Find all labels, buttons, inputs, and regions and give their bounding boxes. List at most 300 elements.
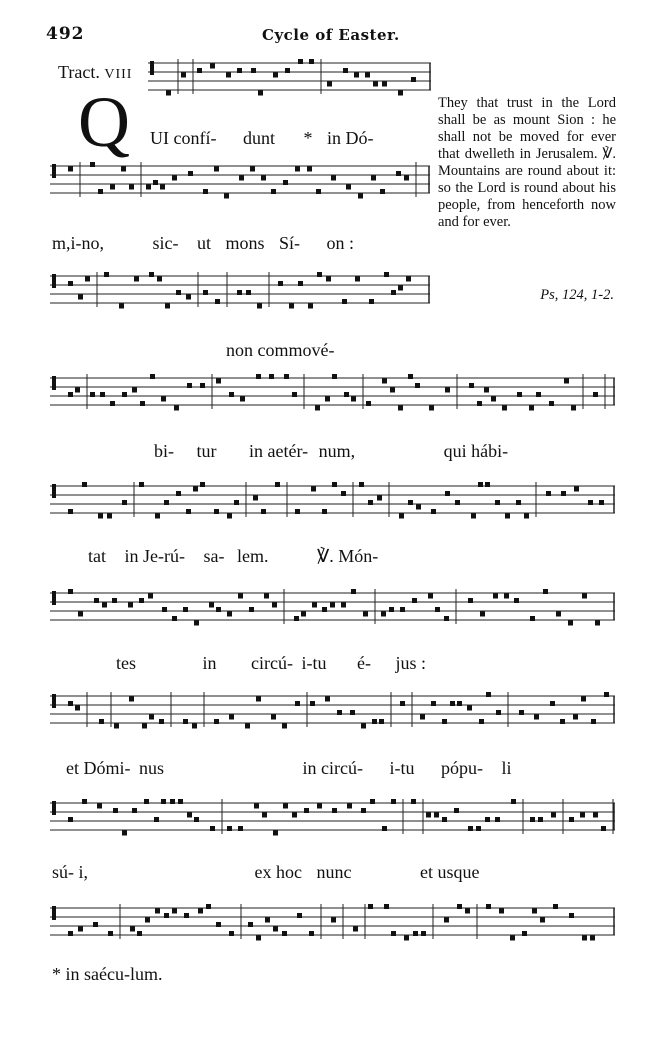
neume	[337, 710, 342, 715]
lyric-line-4	[154, 441, 508, 462]
neume	[178, 799, 183, 804]
neume	[261, 509, 266, 514]
staff-8	[50, 795, 615, 843]
neume	[434, 813, 439, 818]
neume	[292, 813, 297, 818]
neume	[68, 281, 73, 286]
neume	[68, 167, 73, 172]
neume	[365, 73, 370, 78]
neume	[194, 621, 199, 626]
neume	[285, 68, 290, 73]
neume	[107, 514, 112, 519]
neume	[568, 621, 573, 626]
neume	[149, 715, 154, 720]
english-translation: They that trust in the Lord shall be as mount Sion : he shall not be moved for ever that dwelleth in Jerusalem. ℣. Mountains are round about it: so the Lord is round about his people, from henceforth now and for ever.	[438, 95, 616, 230]
syllable: nunc	[316, 862, 352, 882]
neume	[75, 706, 80, 711]
neume	[240, 397, 245, 402]
neume	[322, 607, 327, 612]
neume	[325, 697, 330, 702]
neume	[68, 392, 73, 397]
neume	[450, 701, 455, 706]
lyric-line-8	[52, 862, 479, 883]
neume	[444, 616, 449, 621]
syllable: num,	[318, 441, 356, 461]
neume	[181, 73, 186, 78]
neume	[238, 594, 243, 599]
neume	[68, 817, 73, 822]
syllable: i,	[78, 862, 89, 882]
neume	[530, 817, 535, 822]
staff-2	[50, 158, 430, 206]
neume	[442, 817, 447, 822]
clef	[52, 376, 56, 390]
neume	[165, 304, 170, 309]
neume	[457, 701, 462, 706]
neume	[188, 171, 193, 176]
staff-1	[148, 55, 431, 103]
neume	[186, 295, 191, 300]
neume	[284, 374, 289, 379]
neume	[574, 487, 579, 492]
staff-6	[50, 585, 615, 633]
clef	[52, 591, 56, 605]
neume	[137, 931, 142, 936]
neume	[113, 808, 118, 813]
neume	[273, 927, 278, 932]
neume	[322, 509, 327, 514]
neume	[187, 813, 192, 818]
neume	[317, 272, 322, 277]
neume	[516, 500, 521, 505]
neume	[399, 514, 404, 519]
neume	[524, 514, 529, 519]
syllable: qui hábi-	[443, 441, 509, 461]
neume	[582, 594, 587, 599]
neume	[493, 594, 498, 599]
neume	[275, 482, 280, 487]
neume	[227, 826, 232, 831]
syllable: in Dó-	[327, 128, 374, 148]
neume	[310, 701, 315, 706]
neume	[248, 922, 253, 927]
neume	[172, 909, 177, 914]
neume	[146, 185, 151, 190]
neume	[445, 491, 450, 496]
clef	[52, 274, 56, 288]
neume	[227, 612, 232, 617]
neume	[97, 804, 102, 809]
neume	[519, 710, 524, 715]
neume	[170, 799, 175, 804]
clef	[52, 164, 56, 178]
neume	[428, 594, 433, 599]
neume	[227, 514, 232, 519]
neume	[317, 804, 322, 809]
neume	[380, 189, 385, 194]
neume	[294, 616, 299, 621]
syllable: sic-	[152, 233, 179, 253]
neume	[408, 374, 413, 379]
neume	[391, 799, 396, 804]
neume	[468, 826, 473, 831]
neume	[98, 189, 103, 194]
neume	[491, 397, 496, 402]
neume	[132, 808, 137, 813]
neume	[183, 719, 188, 724]
neume	[502, 406, 507, 411]
neume	[183, 607, 188, 612]
neume	[157, 277, 162, 282]
neume	[289, 304, 294, 309]
clef	[150, 61, 154, 75]
syllable: jus :	[395, 653, 426, 673]
neume	[396, 171, 401, 176]
neume	[344, 392, 349, 397]
neume	[486, 692, 491, 697]
neume	[381, 612, 386, 617]
neume	[245, 724, 250, 729]
neume	[129, 697, 134, 702]
neume	[262, 813, 267, 818]
neume	[298, 59, 303, 64]
neume	[361, 808, 366, 813]
neume	[536, 392, 541, 397]
neume	[355, 277, 360, 282]
neume	[142, 724, 147, 729]
neume	[588, 500, 593, 505]
lyric-line-1	[150, 128, 374, 149]
neume	[121, 167, 126, 172]
neume	[384, 272, 389, 277]
neume	[359, 482, 364, 487]
neume	[398, 286, 403, 291]
neume	[93, 922, 98, 927]
neume	[580, 813, 585, 818]
neume	[538, 817, 543, 822]
neume	[161, 799, 166, 804]
neume	[110, 401, 115, 406]
neume	[128, 603, 133, 608]
neume	[159, 719, 164, 724]
neume	[331, 176, 336, 181]
neume	[155, 514, 160, 519]
neume	[78, 927, 83, 932]
neume	[442, 719, 447, 724]
syllable: é-	[356, 653, 371, 673]
clef	[52, 906, 56, 920]
neume	[192, 724, 197, 729]
syllable: Sí-	[279, 233, 301, 253]
neume	[129, 185, 134, 190]
neume	[404, 176, 409, 181]
neume	[153, 180, 158, 185]
neume	[511, 799, 516, 804]
neume	[68, 931, 73, 936]
neume	[271, 715, 276, 720]
syllable: in Je-rú-	[124, 546, 185, 566]
neume	[216, 607, 221, 612]
neume	[145, 918, 150, 923]
neume	[301, 612, 306, 617]
neume	[160, 185, 165, 190]
neume	[382, 379, 387, 384]
neume	[261, 176, 266, 181]
neume	[445, 388, 450, 393]
syllable: pópu-	[440, 758, 483, 778]
neume	[226, 73, 231, 78]
lyric-line-9	[52, 964, 162, 985]
page-number: 492	[46, 24, 85, 44]
clef	[52, 694, 56, 708]
neume	[68, 701, 73, 706]
neume	[216, 922, 221, 927]
neume	[391, 290, 396, 295]
neume	[413, 931, 418, 936]
neume	[119, 304, 124, 309]
neume	[239, 176, 244, 181]
neume	[254, 804, 259, 809]
staff-3	[50, 268, 430, 316]
neume	[68, 509, 73, 514]
neume	[549, 401, 554, 406]
syllable: ℣. Món-	[316, 546, 379, 566]
neume	[560, 719, 565, 724]
neume	[269, 374, 274, 379]
neume	[273, 831, 278, 836]
neume	[411, 799, 416, 804]
neume	[78, 612, 83, 617]
neume	[139, 482, 144, 487]
neume	[404, 936, 409, 941]
neume	[234, 500, 239, 505]
neume	[369, 299, 374, 304]
neume	[444, 918, 449, 923]
neume	[273, 73, 278, 78]
neume	[569, 817, 574, 822]
mode-label-text: Tract.	[58, 62, 100, 82]
neume	[564, 379, 569, 384]
neume	[351, 589, 356, 594]
neume	[316, 189, 321, 194]
neume	[372, 719, 377, 724]
neume	[485, 482, 490, 487]
neume	[283, 804, 288, 809]
neume	[499, 909, 504, 914]
neume	[400, 607, 405, 612]
neume	[210, 826, 215, 831]
neume	[373, 82, 378, 87]
neume	[203, 290, 208, 295]
neume	[391, 931, 396, 936]
neume	[529, 406, 534, 411]
neume	[78, 295, 83, 300]
syllable: sa-	[203, 546, 225, 566]
neume	[282, 931, 287, 936]
running-title: Cycle of Easter.	[262, 26, 400, 44]
neume	[377, 496, 382, 501]
neume	[200, 383, 205, 388]
neume	[229, 715, 234, 720]
syllable: li	[501, 758, 512, 778]
neume	[431, 509, 436, 514]
neume	[198, 909, 203, 914]
neume	[100, 392, 105, 397]
neume	[295, 167, 300, 172]
neume	[599, 500, 604, 505]
neume	[256, 936, 261, 941]
neume	[327, 82, 332, 87]
neume	[229, 392, 234, 397]
neume	[114, 724, 119, 729]
neume	[454, 808, 459, 813]
neume	[421, 931, 426, 936]
neume	[325, 397, 330, 402]
neume	[426, 813, 431, 818]
neume	[186, 509, 191, 514]
neume	[604, 692, 609, 697]
neume	[371, 176, 376, 181]
neume	[102, 603, 107, 608]
neume	[251, 68, 256, 73]
neume	[358, 194, 363, 199]
neume	[164, 500, 169, 505]
mode-label	[58, 62, 132, 83]
syllable: tur	[196, 441, 217, 461]
syllable: et Dómi-	[66, 758, 131, 778]
neume	[390, 388, 395, 393]
neume	[496, 710, 501, 715]
clef	[52, 801, 56, 815]
neume	[134, 277, 139, 282]
neume	[238, 826, 243, 831]
neume	[246, 290, 251, 295]
neume	[593, 813, 598, 818]
neume	[326, 277, 331, 282]
neume	[304, 808, 309, 813]
neume	[478, 482, 483, 487]
neume	[82, 482, 87, 487]
mode-number: VIII	[104, 67, 133, 82]
lyric-line-3	[226, 340, 334, 361]
neume	[550, 701, 555, 706]
neume	[216, 379, 221, 384]
staff-7	[50, 688, 615, 736]
syllable: in circú-	[302, 758, 363, 778]
neume	[112, 598, 117, 603]
neume	[298, 281, 303, 286]
neume	[108, 931, 113, 936]
neume	[148, 594, 153, 599]
neume	[75, 388, 80, 393]
neume	[140, 401, 145, 406]
neume	[341, 603, 346, 608]
neume	[429, 406, 434, 411]
neume	[457, 904, 462, 909]
neume	[514, 598, 519, 603]
neume	[384, 904, 389, 909]
neume	[347, 804, 352, 809]
neume	[68, 589, 73, 594]
neume	[215, 299, 220, 304]
neume	[476, 826, 481, 831]
neume	[250, 167, 255, 172]
neume	[398, 91, 403, 96]
neume	[477, 401, 482, 406]
neume	[495, 500, 500, 505]
neume	[573, 715, 578, 720]
lyric-line-2	[52, 233, 354, 254]
neume	[257, 304, 262, 309]
neume	[98, 514, 103, 519]
neume	[315, 406, 320, 411]
neume	[237, 290, 242, 295]
neume	[415, 383, 420, 388]
lyric-line-6	[116, 653, 426, 674]
neume	[412, 598, 417, 603]
neume	[504, 594, 509, 599]
initial-letter: Q	[78, 82, 130, 162]
lyric-line-7	[66, 758, 512, 779]
neume	[283, 180, 288, 185]
neume	[510, 936, 515, 941]
neume	[398, 406, 403, 411]
neume	[271, 189, 276, 194]
neume	[197, 68, 202, 73]
neume	[110, 185, 115, 190]
neume	[265, 918, 270, 923]
staff-5	[50, 478, 615, 526]
neume	[332, 808, 337, 813]
neume	[435, 607, 440, 612]
neume	[122, 392, 127, 397]
syllable: dunt	[242, 128, 275, 148]
staff-4	[50, 370, 615, 418]
neume	[382, 82, 387, 87]
neume	[591, 719, 596, 724]
neume	[471, 514, 476, 519]
neume	[155, 909, 160, 914]
neume	[363, 612, 368, 617]
neume	[480, 612, 485, 617]
neume	[455, 500, 460, 505]
neume	[256, 697, 261, 702]
neume	[546, 491, 551, 496]
neume	[540, 918, 545, 923]
neume	[431, 701, 436, 706]
neume	[256, 374, 261, 379]
neume	[200, 482, 205, 487]
neume	[214, 719, 219, 724]
neume	[206, 904, 211, 909]
neume	[468, 598, 473, 603]
neume	[209, 603, 214, 608]
neume	[416, 505, 421, 510]
neume	[210, 64, 215, 69]
neume	[601, 826, 606, 831]
neume	[556, 612, 561, 617]
neume	[368, 500, 373, 505]
neume	[176, 290, 181, 295]
syllable: * in saécu-lum.	[52, 964, 163, 984]
neume	[469, 383, 474, 388]
neume	[332, 374, 337, 379]
neume	[122, 500, 127, 505]
neume	[312, 603, 317, 608]
neume	[484, 388, 489, 393]
neume	[530, 616, 535, 621]
neume	[187, 383, 192, 388]
